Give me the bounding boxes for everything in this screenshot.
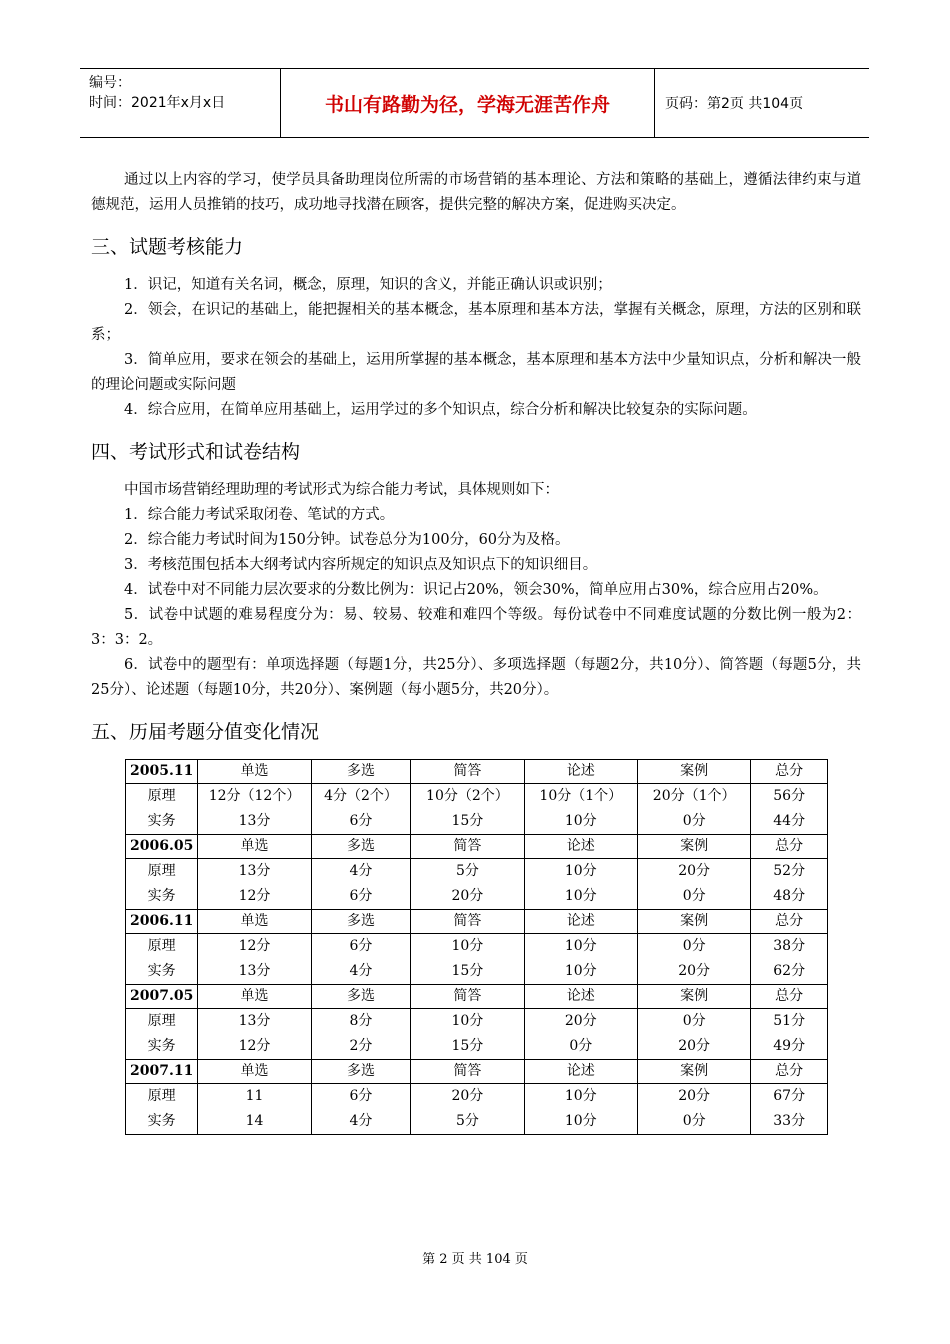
score-cell: 12分 13分: [198, 934, 311, 985]
column-header-cell: 论述: [524, 760, 637, 784]
table-row: [126, 784, 828, 835]
column-header-cell: 案例: [637, 1060, 750, 1084]
column-header-cell: 简答: [411, 1060, 524, 1084]
column-header-cell: 总分: [751, 835, 828, 859]
column-header-cell: 单选: [198, 985, 311, 1009]
score-cell: 13分 12分: [198, 1009, 311, 1060]
column-header-cell: 单选: [198, 760, 311, 784]
column-header-cell: 案例: [637, 835, 750, 859]
table-year-header-row: [126, 910, 828, 934]
score-history-table: [125, 759, 828, 1135]
section-4-item: 2．综合能力考试时间为150分钟。试卷总分为100分，60分为及格。: [124, 532, 570, 548]
section-3-title: 三、试题考核能力: [91, 236, 244, 258]
header-meta: [80, 69, 281, 137]
row-label-cell: 原理 实务: [126, 784, 198, 835]
score-cell: 10分 10分: [524, 859, 637, 910]
table-year-header-row: [126, 835, 828, 859]
column-header-cell: 案例: [637, 910, 750, 934]
score-cell: 10分 10分: [524, 934, 637, 985]
intro-paragraph: 通过以上内容的学习，使学员具备助理岗位所需的市场营销的基本理论、方法和策略的基础上，遵循法律约束与道德规范，运用人员推销的技巧，成功地寻找潜在顾客，提供完整的解决方案，促进购买决定。: [91, 172, 861, 213]
section-4-item: 5．试卷中试题的难易程度分为：易、较易、较难和难四个等级。每份试卷中不同难度试题的分数比例一般为2：3：3：2。: [91, 607, 861, 648]
score-cell: 8分 2分: [311, 1009, 410, 1060]
header-motto: 书山有路勤为径，学海无涯苦作舟: [281, 69, 655, 137]
header-page-label: 页码：第2页 共104页: [665, 96, 804, 112]
table-row: [126, 859, 828, 910]
section-4-item: 1．综合能力考试采取闭卷、笔试的方式。: [124, 507, 395, 523]
table-row: [126, 1084, 828, 1135]
column-header-cell: 单选: [198, 1060, 311, 1084]
column-header-cell: 单选: [198, 910, 311, 934]
page-header: [80, 68, 869, 138]
score-cell: 20分（1个） 0分: [637, 784, 750, 835]
section-3-item: 4．综合应用，在简单应用基础上，运用学过的多个知识点，综合分析和解决比较复杂的实际问题。: [124, 402, 757, 418]
table-row: [126, 1009, 828, 1060]
column-header-cell: 多选: [311, 760, 410, 784]
score-cell: 4分 6分: [311, 859, 410, 910]
score-cell: 10分 10分: [524, 1084, 637, 1135]
column-header-cell: 多选: [311, 1060, 410, 1084]
score-cell: 20分 0分: [637, 859, 750, 910]
year-cell: 2006.11: [126, 910, 198, 934]
column-header-cell: 总分: [751, 910, 828, 934]
time-label: 时间：2021年x月x日: [89, 95, 226, 111]
column-header-cell: 案例: [637, 985, 750, 1009]
score-cell: 4分（2个） 6分: [311, 784, 410, 835]
score-cell: 10分 15分: [411, 1009, 524, 1060]
row-label-cell: 原理 实务: [126, 1009, 198, 1060]
section-4-title: 四、考试形式和试卷结构: [91, 441, 301, 463]
column-header-cell: 简答: [411, 835, 524, 859]
score-cell: 20分 0分: [637, 1084, 750, 1135]
row-label-cell: 原理 实务: [126, 859, 198, 910]
table-row: [126, 934, 828, 985]
score-cell: 10分（1个） 10分: [524, 784, 637, 835]
score-cell: 38分 62分: [751, 934, 828, 985]
score-cell: 6分 4分: [311, 1084, 410, 1135]
section-4-lead: 中国市场营销经理助理的考试形式为综合能力考试，具体规则如下：: [124, 482, 559, 498]
score-cell: 10分 15分: [411, 934, 524, 985]
column-header-cell: 简答: [411, 910, 524, 934]
year-cell: 2005.11: [126, 760, 198, 784]
section-3-item: 1．识记，知道有关名词，概念，原理，知识的含义，并能正确认识或识别；: [124, 277, 612, 293]
year-cell: 2006.05: [126, 835, 198, 859]
column-header-cell: 多选: [311, 835, 410, 859]
score-cell: 51分 49分: [751, 1009, 828, 1060]
score-cell: 12分（12个） 13分: [198, 784, 311, 835]
page-footer: 第 2 页 共 104 页: [422, 1252, 528, 1267]
year-cell: 2007.05: [126, 985, 198, 1009]
row-label-cell: 原理 实务: [126, 1084, 198, 1135]
score-cell: 0分 20分: [637, 934, 750, 985]
column-header-cell: 论述: [524, 1060, 637, 1084]
section-4-item: 6．试卷中的题型有：单项选择题（每题1分，共25分）、多项选择题（每题2分，共10分）、简答题（每题5分，共25分）、论述题（每题10分，共20分）、案例题（每小题5分，共20分）。: [91, 657, 861, 698]
column-header-cell: 多选: [311, 985, 410, 1009]
document-body: [91, 168, 861, 1135]
column-header-cell: 论述: [524, 910, 637, 934]
column-header-cell: 论述: [524, 985, 637, 1009]
score-cell: 10分（2个） 15分: [411, 784, 524, 835]
table-year-header-row: [126, 1060, 828, 1084]
row-label-cell: 原理 实务: [126, 934, 198, 985]
column-header-cell: 论述: [524, 835, 637, 859]
score-cell: 13分 12分: [198, 859, 311, 910]
section-5-title: 五、历届考题分值变化情况: [91, 721, 320, 743]
score-cell: 20分 0分: [524, 1009, 637, 1060]
column-header-cell: 多选: [311, 910, 410, 934]
score-cell: 6分 4分: [311, 934, 410, 985]
column-header-cell: 总分: [751, 1060, 828, 1084]
score-cell: 56分 44分: [751, 784, 828, 835]
year-cell: 2007.11: [126, 1060, 198, 1084]
column-header-cell: 单选: [198, 835, 311, 859]
score-cell: 52分 48分: [751, 859, 828, 910]
column-header-cell: 总分: [751, 985, 828, 1009]
id-label: 编号：: [89, 75, 131, 91]
score-cell: 11 14: [198, 1084, 311, 1135]
section-3-item: 2．领会，在识记的基础上，能把握相关的基本概念，基本原理和基本方法，掌握有关概念，原理，方法的区别和联系；: [91, 302, 861, 343]
score-cell: 67分 33分: [751, 1084, 828, 1135]
section-4-item: 3．考核范围包括本大纲考试内容所规定的知识点及知识点下的知识细目。: [124, 557, 598, 573]
score-cell: 5分 20分: [411, 859, 524, 910]
table-year-header-row: [126, 760, 828, 784]
section-3-item: 3．简单应用，要求在领会的基础上，运用所掌握的基本概念，基本原理和基本方法中少量知识点，分析和解决一般的理论问题或实际问题: [91, 352, 861, 393]
score-cell: 20分 5分: [411, 1084, 524, 1135]
score-cell: 0分 20分: [637, 1009, 750, 1060]
column-header-cell: 简答: [411, 985, 524, 1009]
column-header-cell: 简答: [411, 760, 524, 784]
column-header-cell: 案例: [637, 760, 750, 784]
table-year-header-row: [126, 985, 828, 1009]
section-4-item: 4．试卷中对不同能力层次要求的分数比例为：识记占20%，领会30%，简单应用占30%，综合应用占20%。: [124, 582, 828, 598]
column-header-cell: 总分: [751, 760, 828, 784]
